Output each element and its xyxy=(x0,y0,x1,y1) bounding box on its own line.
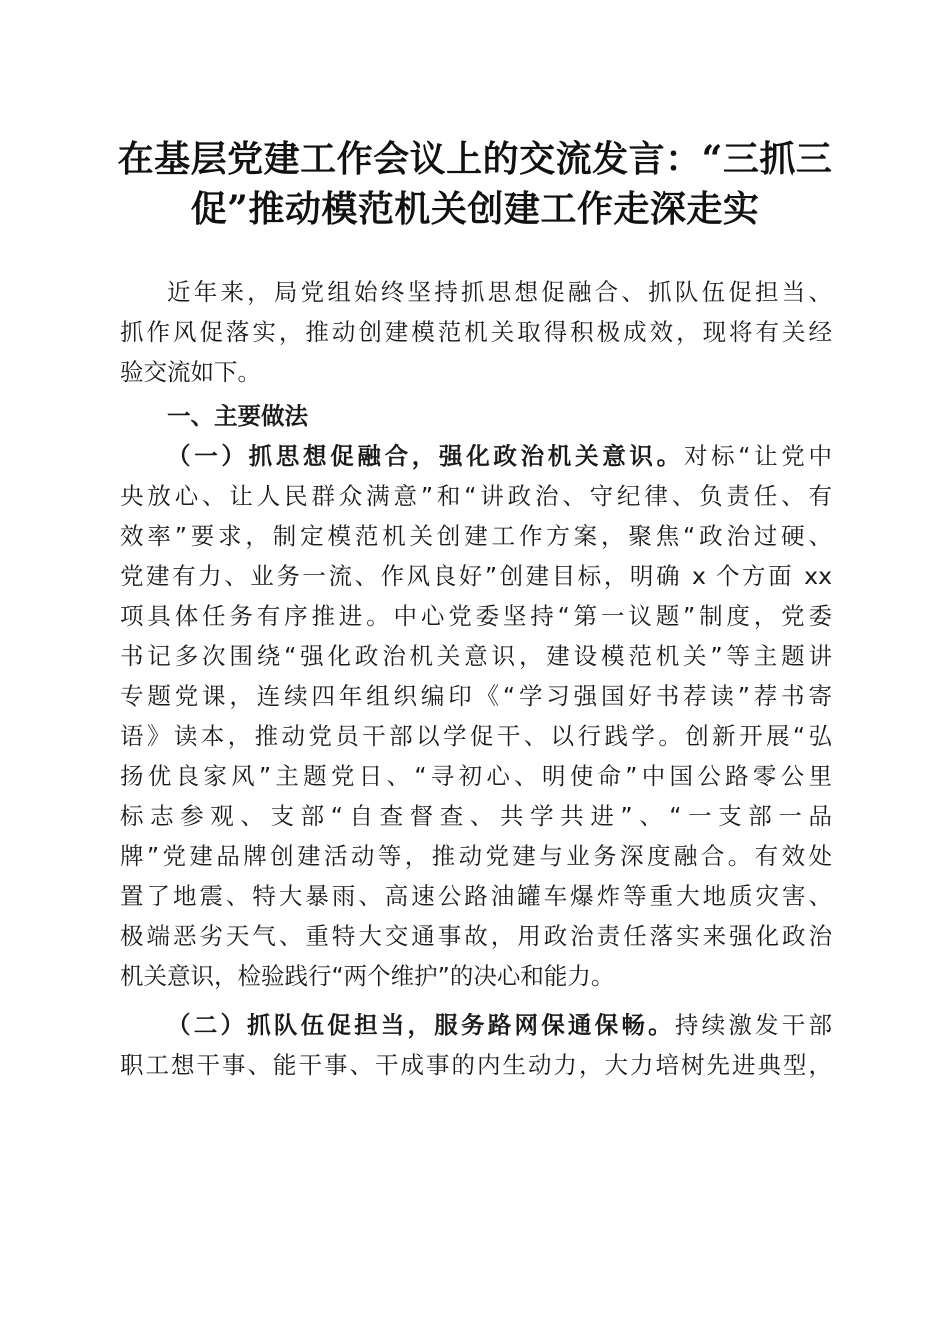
paragraph-1 xyxy=(120,436,832,996)
paragraph-1-first-line-rest: 对标“让党中 xyxy=(683,442,832,470)
paragraph-1-line: 置了地震、特大暴雨、高速公路油罐车爆炸等重大地质灾害、 xyxy=(120,882,832,910)
section-heading-main-practices: 一、主要做法 xyxy=(167,402,308,430)
paragraph-1-line: 扬优良家风”主题党日、“寻初心、明使命”中国公路零公里 xyxy=(120,762,832,790)
paragraph-1-line: 机关意识，检验践行“两个维护”的决心和能力。 xyxy=(120,962,615,990)
paragraph-1-line: 央放心、让人民群众满意”和“讲政治、守纪律、负责任、有 xyxy=(120,482,832,510)
paragraph-1-line: 标志参观、支部“自查督查、共学共进”、“一支部一品 xyxy=(120,802,832,830)
paragraph-1-first-line xyxy=(120,436,832,476)
paragraph-1-line: 语》读本，推动党员干部以学促干、以行践学。创新开展“弘 xyxy=(120,722,832,750)
intro-line-1: 近年来，局党组始终坚持抓思想促融合、抓队伍促担当、 xyxy=(167,278,832,306)
paragraph-2-first-line xyxy=(120,1005,832,1045)
paragraph-1-line: 效率”要求，制定模范机关创建工作方案，聚焦“政治过硬、 xyxy=(120,522,832,550)
paragraph-1-line: 牌”党建品牌创建活动等，推动党建与业务深度融合。有效处 xyxy=(120,842,832,870)
paragraph-1-line: 项具体任务有序推进。中心党委坚持“第一议题”制度，党委 xyxy=(120,602,832,630)
paragraph-2-line: 职工想干事、能干事、干成事的内生动力，大力培树先进典型， xyxy=(120,1051,832,1079)
paragraph-1-line: 专题党课，连续四年组织编印《“学习强国好书荐读”荐书寄 xyxy=(120,682,832,710)
paragraph-1-line: 书记多次围绕“强化政治机关意识，建设模范机关”等主题讲 xyxy=(120,642,832,670)
title-line-2: 促”推动模范机关创建工作走深走实 xyxy=(190,188,760,230)
title-line-1: 在基层党建工作会议上的交流发言：“三抓三 xyxy=(117,138,833,180)
paragraph-2-first-line-rest: 持续激发干部 xyxy=(674,1011,833,1039)
paragraph-1-line: 党建有力、业务一流、作风良好”创建目标，明确 x 个方面 xx xyxy=(120,562,832,590)
intro-line-2: 抓作风促落实，推动创建模范机关取得积极成效，现将有关经 xyxy=(120,318,832,346)
paragraph-2 xyxy=(120,1005,832,1085)
intro-line-3: 验交流如下。 xyxy=(120,358,261,386)
paragraph-1-line: 极端恶劣天气、重特大交通事故，用政治责任落实来强化政治 xyxy=(120,922,832,950)
document-title xyxy=(100,134,850,234)
intro-paragraph xyxy=(120,272,832,392)
paragraph-1-lead: （一）抓思想促融合，强化政治机关意识。 xyxy=(167,442,684,470)
document-body xyxy=(120,272,832,1085)
paragraph-2-lead: （二）抓队伍促担当，服务路网保通保畅。 xyxy=(167,1011,675,1039)
